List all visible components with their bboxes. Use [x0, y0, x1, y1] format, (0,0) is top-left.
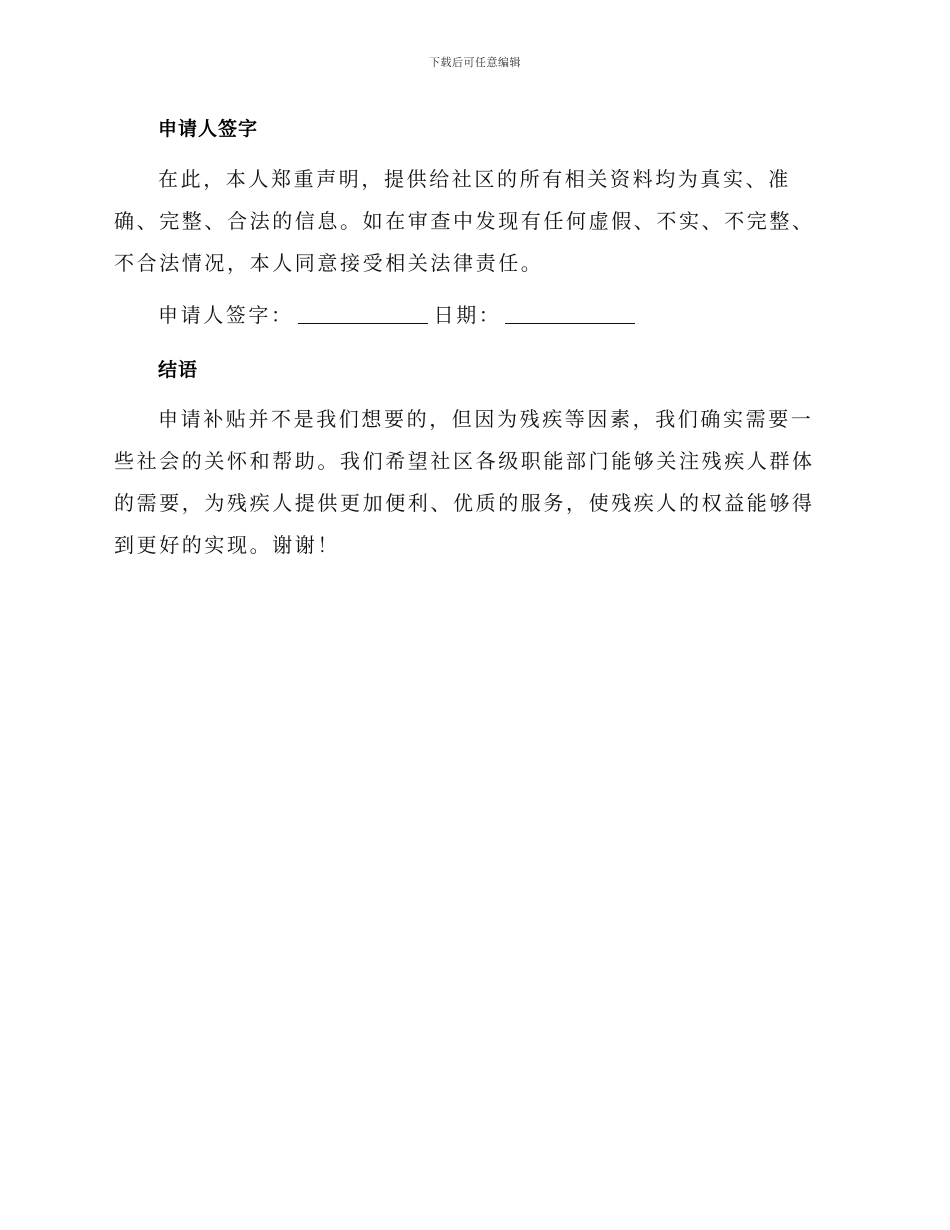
signature-line — [158, 302, 641, 328]
signature-label: 申请人签字： — [158, 303, 294, 327]
conclusion-paragraph: 申请补贴并不是我们想要的，但因为残疾等因素，我们确实需要一些社会的关怀和帮助。我们希望社区各级职能部门能够关注残疾人群体的需要，为残疾人提供更加便利、优质的服务，使残疾人的权益能够得到更好的实现。谢谢！ — [114, 407, 815, 557]
signature-section-heading: 申请人签字 — [158, 118, 259, 140]
date-blank[interactable] — [505, 303, 635, 324]
page-header-note: 下载后可任意编辑 — [429, 56, 521, 69]
date-label: 日期： — [433, 303, 502, 327]
conclusion-section-heading: 结语 — [158, 359, 199, 381]
signature-blank[interactable] — [298, 303, 428, 324]
declaration-paragraph: 在此，本人郑重声明，提供给社区的所有相关资料均为真实、准确、完整、合法的信息。如在审查中发现有任何虚假、不实、不完整、不合法情况，本人同意接受相关法律责任。 — [114, 167, 815, 275]
